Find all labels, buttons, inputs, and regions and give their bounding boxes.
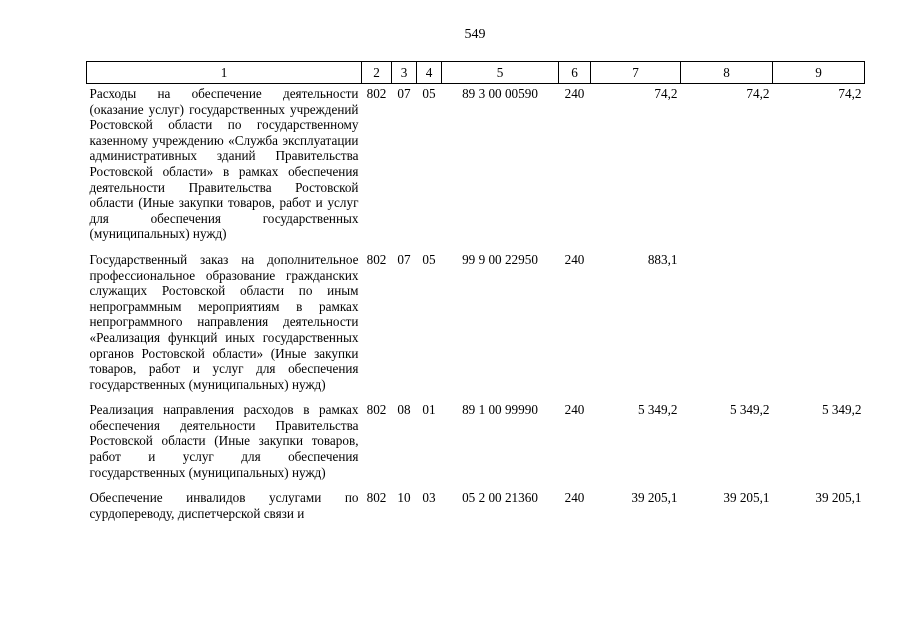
subsection-code: 03 bbox=[422, 490, 436, 506]
section-code: 07 bbox=[397, 251, 411, 267]
amount-col9: 39 205,1 bbox=[815, 490, 862, 506]
amount-col7: 883,1 bbox=[647, 251, 678, 267]
subsection-code: 05 bbox=[422, 86, 436, 101]
column-header: 5 bbox=[442, 62, 559, 84]
amount-col9: 5 349,2 bbox=[821, 402, 862, 418]
budget-table bbox=[86, 61, 865, 521]
column-header: 6 bbox=[559, 62, 591, 84]
target-article-code: 89 1 00 99990 bbox=[462, 402, 538, 418]
amount-col7: 5 349,2 bbox=[637, 402, 678, 418]
column-header: 7 bbox=[591, 62, 681, 84]
target-article-code: 05 2 00 21360 bbox=[462, 490, 538, 506]
table-row bbox=[87, 392, 865, 480]
ministry-code: 802 bbox=[366, 402, 387, 418]
table-row bbox=[87, 242, 865, 392]
amount-col7: 74,2 bbox=[654, 86, 678, 101]
amount-col9: 74,2 bbox=[838, 86, 862, 101]
page-number: 549 bbox=[464, 27, 486, 42]
ministry-code: 802 bbox=[366, 251, 387, 267]
table-row bbox=[87, 84, 865, 242]
section-code: 07 bbox=[397, 86, 411, 101]
target-article-code: 89 3 00 00590 bbox=[462, 86, 538, 101]
column-header: 2 bbox=[362, 62, 392, 84]
subsection-code: 01 bbox=[422, 402, 436, 418]
amount-col8: 74,2 bbox=[746, 86, 770, 101]
row-description: Реализация направления расходов в рамках обеспечения деятельности Правительства Ростовской области (Иные закупки товаров, работ и услуг для обеспечения государственных (муниципальных) нужд) bbox=[89, 402, 359, 480]
target-article-code: 99 9 00 22950 bbox=[462, 251, 538, 267]
column-number-header-row bbox=[87, 62, 865, 84]
expense-type-code: 240 bbox=[564, 86, 585, 101]
row-description: Расходы на обеспечение деятельности (оказание услуг) государственных учреждений Ростовской области по государственному казенному учреждению «Служба эксплуатации административных зданий Правительства Ростовской области» в рамках обеспечения деятельности Правительства Ростовской области (Иные закупки товаров, работ и услуг для обеспечения государственных (муниципальных) нужд) bbox=[89, 86, 359, 242]
ministry-code: 802 bbox=[366, 86, 387, 101]
amount-col8: 5 349,2 bbox=[729, 402, 770, 418]
expense-type-code: 240 bbox=[564, 251, 585, 267]
column-header: 1 bbox=[87, 62, 362, 84]
section-code: 10 bbox=[397, 490, 411, 506]
table-row bbox=[87, 480, 865, 521]
row-description: Государственный заказ на дополнительное профессиональное образование гражданских служащих Ростовской области по иным непрограммным мероприятиям в рамках непрограммного направления деятельности «Реализация функций иных государственных органов Ростовской области» (Иные закупки товаров, работ и услуг для обеспечения государственных (муниципальных) нужд) bbox=[89, 251, 359, 392]
column-header: 9 bbox=[773, 62, 865, 84]
expense-type-code: 240 bbox=[564, 490, 585, 506]
amount-col8: 39 205,1 bbox=[723, 490, 770, 506]
row-description: Обеспечение инвалидов услугами по сурдопереводу, диспетчерской связи и bbox=[89, 490, 359, 521]
amount-col7: 39 205,1 bbox=[631, 490, 678, 506]
ministry-code: 802 bbox=[366, 490, 387, 506]
amount-col8 bbox=[681, 242, 773, 392]
expense-type-code: 240 bbox=[564, 402, 585, 418]
column-header: 4 bbox=[417, 62, 442, 84]
column-header: 8 bbox=[681, 62, 773, 84]
column-header: 3 bbox=[392, 62, 417, 84]
section-code: 08 bbox=[397, 402, 411, 418]
subsection-code: 05 bbox=[422, 251, 436, 267]
amount-col9 bbox=[773, 242, 865, 392]
